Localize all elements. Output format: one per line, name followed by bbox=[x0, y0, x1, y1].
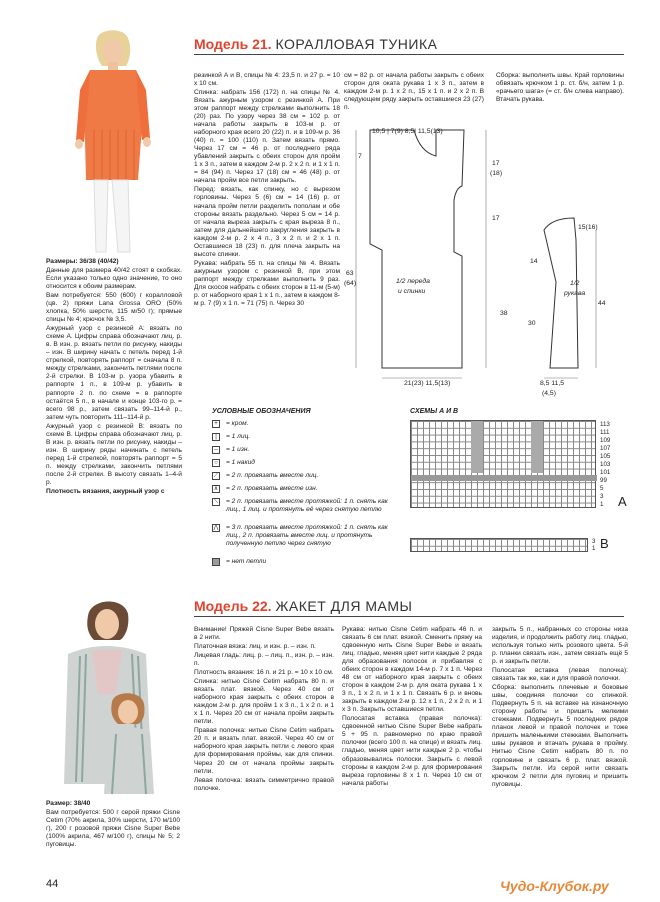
chart-a-grid bbox=[410, 420, 596, 508]
legend-symbol: ⟍ bbox=[213, 499, 219, 505]
chart-a-row: 113 bbox=[600, 421, 610, 428]
legend-text: = 1 накид bbox=[226, 459, 255, 466]
model22-col3-p3: Сборка: выполнить плечевые и боковые швы, соединяя полочки со спинкой. Подвернуть 5 п. на вставке на изнаночную сторону работы и пришить мелкими стежками. Подвернуть 5 последних рядов планок левой и правой полочек и тоже пришить маленькими стежками. Выполнить швы рукавов и втачать рукава в пройму. Нитью Cisne Cetim набрать 80 п. по горловине и связать 6 р. плат. вязкой. Закрыть петли. Из серой нити связать крючком 2 петли для пуговиц и пришить пуговицы. bbox=[492, 684, 628, 788]
model22-col1-p4: Плотность вязания: 16 п. и 21 р. = 10 х 10 см. bbox=[194, 669, 334, 677]
schema-center1: 1/2 переда bbox=[396, 278, 430, 285]
legend-row-3 bbox=[212, 446, 382, 454]
chart-a-row: 1 bbox=[600, 501, 604, 508]
legend-row-2 bbox=[212, 433, 382, 441]
legend-symbol: + bbox=[212, 420, 220, 428]
schema-top-label: 10,5 | 7(9) 8,5| 11,5(13) bbox=[372, 128, 443, 135]
schema-sleeve-top: 15(16) bbox=[578, 224, 598, 231]
legend-symbol: – bbox=[212, 446, 220, 454]
model22-col3-p2: Полосатая вставка (левая полочка): связать так же, как и для правой полочки. bbox=[492, 667, 628, 683]
chart-a-row: 109 bbox=[600, 437, 611, 444]
model22-left-col bbox=[46, 800, 180, 864]
legend-symbol: ⊼ bbox=[213, 486, 219, 492]
chart-b-row: 3 bbox=[592, 538, 596, 545]
legend-row-1 bbox=[212, 420, 382, 428]
model22-header-rule bbox=[194, 616, 624, 617]
schema-sleeve-14: 14 bbox=[530, 258, 538, 265]
chart-a-row: 105 bbox=[600, 453, 611, 460]
page-number: 44 bbox=[46, 878, 59, 890]
schema-38: 38 bbox=[500, 310, 508, 317]
legend-text: = 2 п. провязать вместе лиц. bbox=[226, 472, 319, 479]
chart-b-grid bbox=[410, 538, 588, 552]
model22-col1-p3: Лицевая гладь: лиц. р. – лиц. п., изн. р. – изн. п. bbox=[194, 652, 334, 668]
schema-center2: и спинки bbox=[398, 288, 426, 295]
legend-row-8 bbox=[212, 524, 394, 548]
model22-header bbox=[194, 598, 412, 615]
model21-col2-p2: Спинка: набрать 156 (172) п. на спицы № 4. Вязать ажурным узором с резинкой А. При этом раппорт между стрелками выполнить 18 (20) раз. По узору через 38 см = 102 р. от начала работы закрыть в 103-м р. от наборного края всего 20 (22) п. и в 109-м р. 36 (40) п. = 100 (110) п. Затем вязать прямо. Через 17 см = 46 р. от последнего ряда убавлений закрыть с обеих сторон для пройм 1 х 3 п., затем в каждом 2-м р. 2 х 2 п. и 1 х 1 п. = 84 (94) п. Через 17 (18) см = 46 (48) р. от начала пройм все петли закрыть. bbox=[194, 89, 340, 185]
legend-row-6 bbox=[212, 485, 382, 493]
legend-text: = 1 изн. bbox=[226, 446, 250, 453]
woman-in-coral-tunic-illustration bbox=[46, 30, 178, 255]
schema-17a: 17 bbox=[492, 160, 500, 167]
schema-sleeve-44: 44 bbox=[598, 300, 606, 307]
legend-symbol: ⟋ bbox=[213, 473, 219, 479]
chart-a-row: 101 bbox=[600, 469, 611, 476]
model21-sizes: Размеры: 36/38 (40/42) bbox=[46, 258, 119, 265]
legend-text: = 1 лиц. bbox=[226, 433, 251, 440]
model21-col1 bbox=[46, 258, 182, 583]
model22-col1-p1: Внимание! Пряжей Cisne Super Bebe вязать в 2 нити. bbox=[194, 626, 334, 642]
model22-col1 bbox=[194, 626, 334, 880]
model21-col3 bbox=[344, 72, 484, 122]
schema-64: (64) bbox=[344, 280, 357, 287]
chart-b-label: B bbox=[600, 536, 609, 551]
model21-col1-p4: Ажурный узор с резинкой В: вязать по схеме В. Цифры справа обозначают лиц. р. В изн. р. вязать петли по рисунку, накиды – изн. В ширину ряды начинать с петель перед 1-й стрелкой, повторять раппорт = 5 п. между стрелками, закончить петлями после 2-й стрелки. В высоту связать 1–4-й р. bbox=[46, 422, 182, 486]
model21-col2-p1: резинкой А и В, спицы № 4: 23,5 п. и 27 р. = 10 х 10 см. bbox=[194, 72, 340, 88]
model22-col1-p5: Спинка: нитью Cisne Cetim набрать 80 п. и вязать плат. вязкой. Через 40 см от наборного края закрыть с обеих сторон в каждом 2-м р. для пройм 1 х 3 п., 1 х 2 п. и 1 х 1 п. Через 20 см от начала пройм закрыть петли. bbox=[194, 678, 334, 726]
model22-title: ЖАКЕТ ДЛЯ МАМЫ bbox=[275, 598, 413, 614]
model22-col1-p2: Платочная вязка: лиц. и изн. р. – изн. п. bbox=[194, 643, 316, 651]
schema-sleeve-bottom2: (4,5) bbox=[542, 390, 556, 397]
chart-a-row: 3 bbox=[600, 493, 604, 500]
model21-col1-p1: Данные для размера 40/42 стоят в скобках. Если указано только одно значение, то оно относится к обоим размерам. bbox=[46, 267, 182, 291]
model21-col2-p3: Перед: вязать, как спинку, но с вырезом горловины. Через 5 (6) см = 14 (16) р. от начала пройм петли разделить пополам и обе стороны вязать раздельно. Через 5 см = 14 р. от начала выреза закрыть с края выреза 8 п., затем для дальнейшего закругления закрыть в каждом 2-м р. 2 х 4 п., 3 х 2 п. и 2 х 1 п. Оставшиеся 18 (23) п. для плеча закрыть на высоте спинки. bbox=[194, 186, 340, 258]
legend-symbol: ○ bbox=[212, 459, 220, 467]
legend-row-7 bbox=[212, 498, 394, 514]
model22-col1-p7: Левая полочка: вязать симметрично правой полочке. bbox=[194, 776, 334, 792]
chart-b-row-labels bbox=[592, 538, 595, 552]
legend-text: = 2 п. провязать вместе изн. bbox=[226, 485, 318, 492]
legend-text: = 2 п. провязать вместе протяжкой: 1 п. снять как лиц., 1 лиц. и протянуть её через снятую петлю bbox=[226, 498, 388, 514]
legend-title: УСЛОВНЫЕ ОБОЗНАЧЕНИЯ bbox=[212, 408, 311, 415]
chart-a-row: 99 bbox=[600, 477, 607, 484]
model21-col4-p1: Сборка: выполнить швы. Край горловины обвязать крючком 1 р. ст. б/н, затем 1 р. «рачьего шага» (= ст. б/н слева направо). Втачать рукава. bbox=[496, 72, 624, 104]
legend-row-9 bbox=[212, 558, 382, 566]
model21-col2 bbox=[194, 72, 340, 396]
model22-number: Модель 22. bbox=[194, 598, 272, 614]
mother-and-daughter-illustration bbox=[46, 594, 178, 796]
model22-left-materials: Вам потребуется: 500 г серой пряжи Cisne Cetim (70% акрила, 30% шерсти, 170 м/100 г), 200 г розовой пряжи Cisne Super Bebe (100% акрила, 467 м/100 г), спицы № 5; 2 пуговицы. bbox=[46, 809, 180, 849]
schema-bottom: 21(23) 11,5(13) bbox=[404, 380, 451, 387]
model22-sizes: Размер: 38/40 bbox=[46, 800, 91, 807]
schema-63: 63 bbox=[346, 270, 354, 277]
legend-symbol-gray bbox=[212, 558, 220, 566]
chart-a-row: 107 bbox=[600, 445, 611, 452]
chart-b-row: 1 bbox=[592, 545, 596, 552]
chart-a-row: 111 bbox=[600, 429, 610, 436]
model22-col3-p1: закрыть 5 п., набранных со стороны низа изделия, и продолжить работу лиц. гладью, используя только нить розового цвета. 5-й р. планки связать изн., затем связать ещё 5 р. и закрыть петли. bbox=[492, 626, 628, 666]
model22-col2-p2: Полосатая вставка (правая полочка): сдвоенной нитью Cisne Super Bebe набрать 5 + 95 п. равномерно по краю правой полочки (всего 100 п. на спице) и вязать лиц. гладью, меняя цвет нити каждые 2 р. чтобы образовывались полоски. Закрыть с левой стороны в каждом 2-м р. для формирования выреза горловины 8 х 1 п. Через 10 см от начала работы bbox=[342, 715, 482, 787]
schema-7: 7 bbox=[358, 153, 362, 160]
legend-symbol: | bbox=[212, 433, 220, 441]
charts-title: СХЕМЫ А И В bbox=[410, 408, 459, 415]
model21-schematic bbox=[344, 122, 634, 394]
legend-text: = 3 п. провязать вместе протяжкой: 1 п. снять как лиц., 2 п. провязать вместе лиц. и протянуть полученную петлю через снятую bbox=[226, 524, 388, 548]
legend-row-4 bbox=[212, 459, 382, 467]
watermark: Чудо-Клубок.ру bbox=[500, 878, 609, 894]
schema-18: (18) bbox=[490, 170, 503, 177]
model21-col1-p2: Вам потребуется: 550 (600) г коралловой (цв. 2) пряжи Lana Grossa ORO (50% хлопка, 50% шерсти, 115 м/50 г); прямые спицы № 4; крючок № 3,5. bbox=[46, 292, 182, 324]
model21-header-rule bbox=[194, 54, 624, 55]
model22-col2 bbox=[342, 626, 482, 880]
schema-17b: 17 bbox=[492, 215, 500, 222]
model22-col2-p1: Рукава: нитью Cisne Cetim набрать 46 п. и связать 6 см плат. вязкой. Сменить пряжу на сдвоенную нить Cisne Super Bebe и вязать лиц. гладью, меняя цвет нити каждые 2 ряда для образования полосок и прибавляя с обеих сторон в каждом 14-м р. 7 х 1 п. Через 48 см от наборного края закрыть с обеих сторон в каждом 2-м р. для оката рукава 1 х 3 п., 1 х 2 п. и 1 х 1 п. Связать 6 р. и вновь закрыть в каждом 2-м р. 12 х 1 п., 2 х 2 п. и 1 х 3 п. Закрыть оставшиеся петли. bbox=[342, 626, 482, 714]
legend-row-5 bbox=[212, 472, 382, 480]
schema-sleeve1: 1/2 bbox=[570, 280, 580, 287]
chart-a-row-labels bbox=[600, 421, 610, 509]
chart-a-row: 103 bbox=[600, 461, 611, 468]
model21-col1-p3: Ажурный узор с резинкой А: вязать по схеме А. Цифры справа обозначают лиц. р. в. В изн. р. вязать петли по рисунку, накиды – изн. В ширину начать с петель перед 1-й стрелкой, повторять раппорт = сначала 8 п. между стрелками, закончить петлями после 2-й стрелки. В 103-м р. узора убавить в раппорте 1 п., в 109-м р. убавить в раппорте 2 п. по схеме = в раппорте остаётся 5 п., в начале и конце 103-го р. = всего 98 р., затем связать 99–114-й р., затем чуть повторить 111–114-й р. bbox=[46, 325, 182, 421]
model21-col3-p1: см = 82 р. от начала работы закрыть с обеих сторон для оката рукава 1 х 3 п., затем в каждом 2-м р. 1 х 2 п., 15 х 1 п. и 2 х 2 п. В следующем ряду закрыть оставшиеся 23 (27) п. bbox=[344, 72, 484, 112]
model21-number: Модель 21. bbox=[194, 36, 272, 52]
chart-a-gray-col bbox=[471, 421, 483, 473]
chart-a-gray-band bbox=[411, 475, 597, 481]
model22-col1-p6: Правая полочка: нитью Cisne Cetim набрать 20 п. и вязать плат. вязкой. Через 40 см от наборного края закрыть петли с левого края для формирования проймы, как для спинки. Через 20 см от начала проймы закрыть петли. bbox=[194, 727, 334, 775]
chart-a-label: A bbox=[618, 494, 627, 509]
legend-text: = кром. bbox=[226, 420, 249, 427]
legend-text: = нет петли bbox=[226, 558, 267, 565]
model22-col3 bbox=[492, 626, 628, 880]
chart-a-gray-col bbox=[531, 421, 543, 473]
model21-col1-p5: Плотность вязания, ажурный узор с bbox=[46, 487, 165, 495]
model21-photo bbox=[46, 30, 178, 255]
model21-header bbox=[194, 36, 437, 53]
legend-symbol: ⋀ bbox=[213, 525, 219, 531]
schema-sleeve-30: 30 bbox=[528, 320, 536, 327]
model21-col4 bbox=[496, 72, 624, 122]
model22-photo bbox=[46, 594, 178, 796]
model21-col2-p4: Рукава: набрать 55 п. на спицы № 4. Вязать ажурным узором с резинкой В, при этом раппорт между стрелками выполнить 9 раз. Для скосов набрать с обеих сторон в 11-м (5-м) р. от наборного края 1 х 1 п., затем в каждом 8-м р. 7 (9) х 1 п. = 71 (75) п. Через 30 bbox=[194, 259, 340, 307]
schema-sleeve-bottom: 8,5 11,5 bbox=[540, 380, 565, 387]
schema-sleeve2: рукава bbox=[564, 290, 586, 297]
model21-title: КОРАЛЛОВАЯ ТУНИКА bbox=[275, 36, 438, 52]
chart-a-row: 5 bbox=[600, 485, 604, 492]
